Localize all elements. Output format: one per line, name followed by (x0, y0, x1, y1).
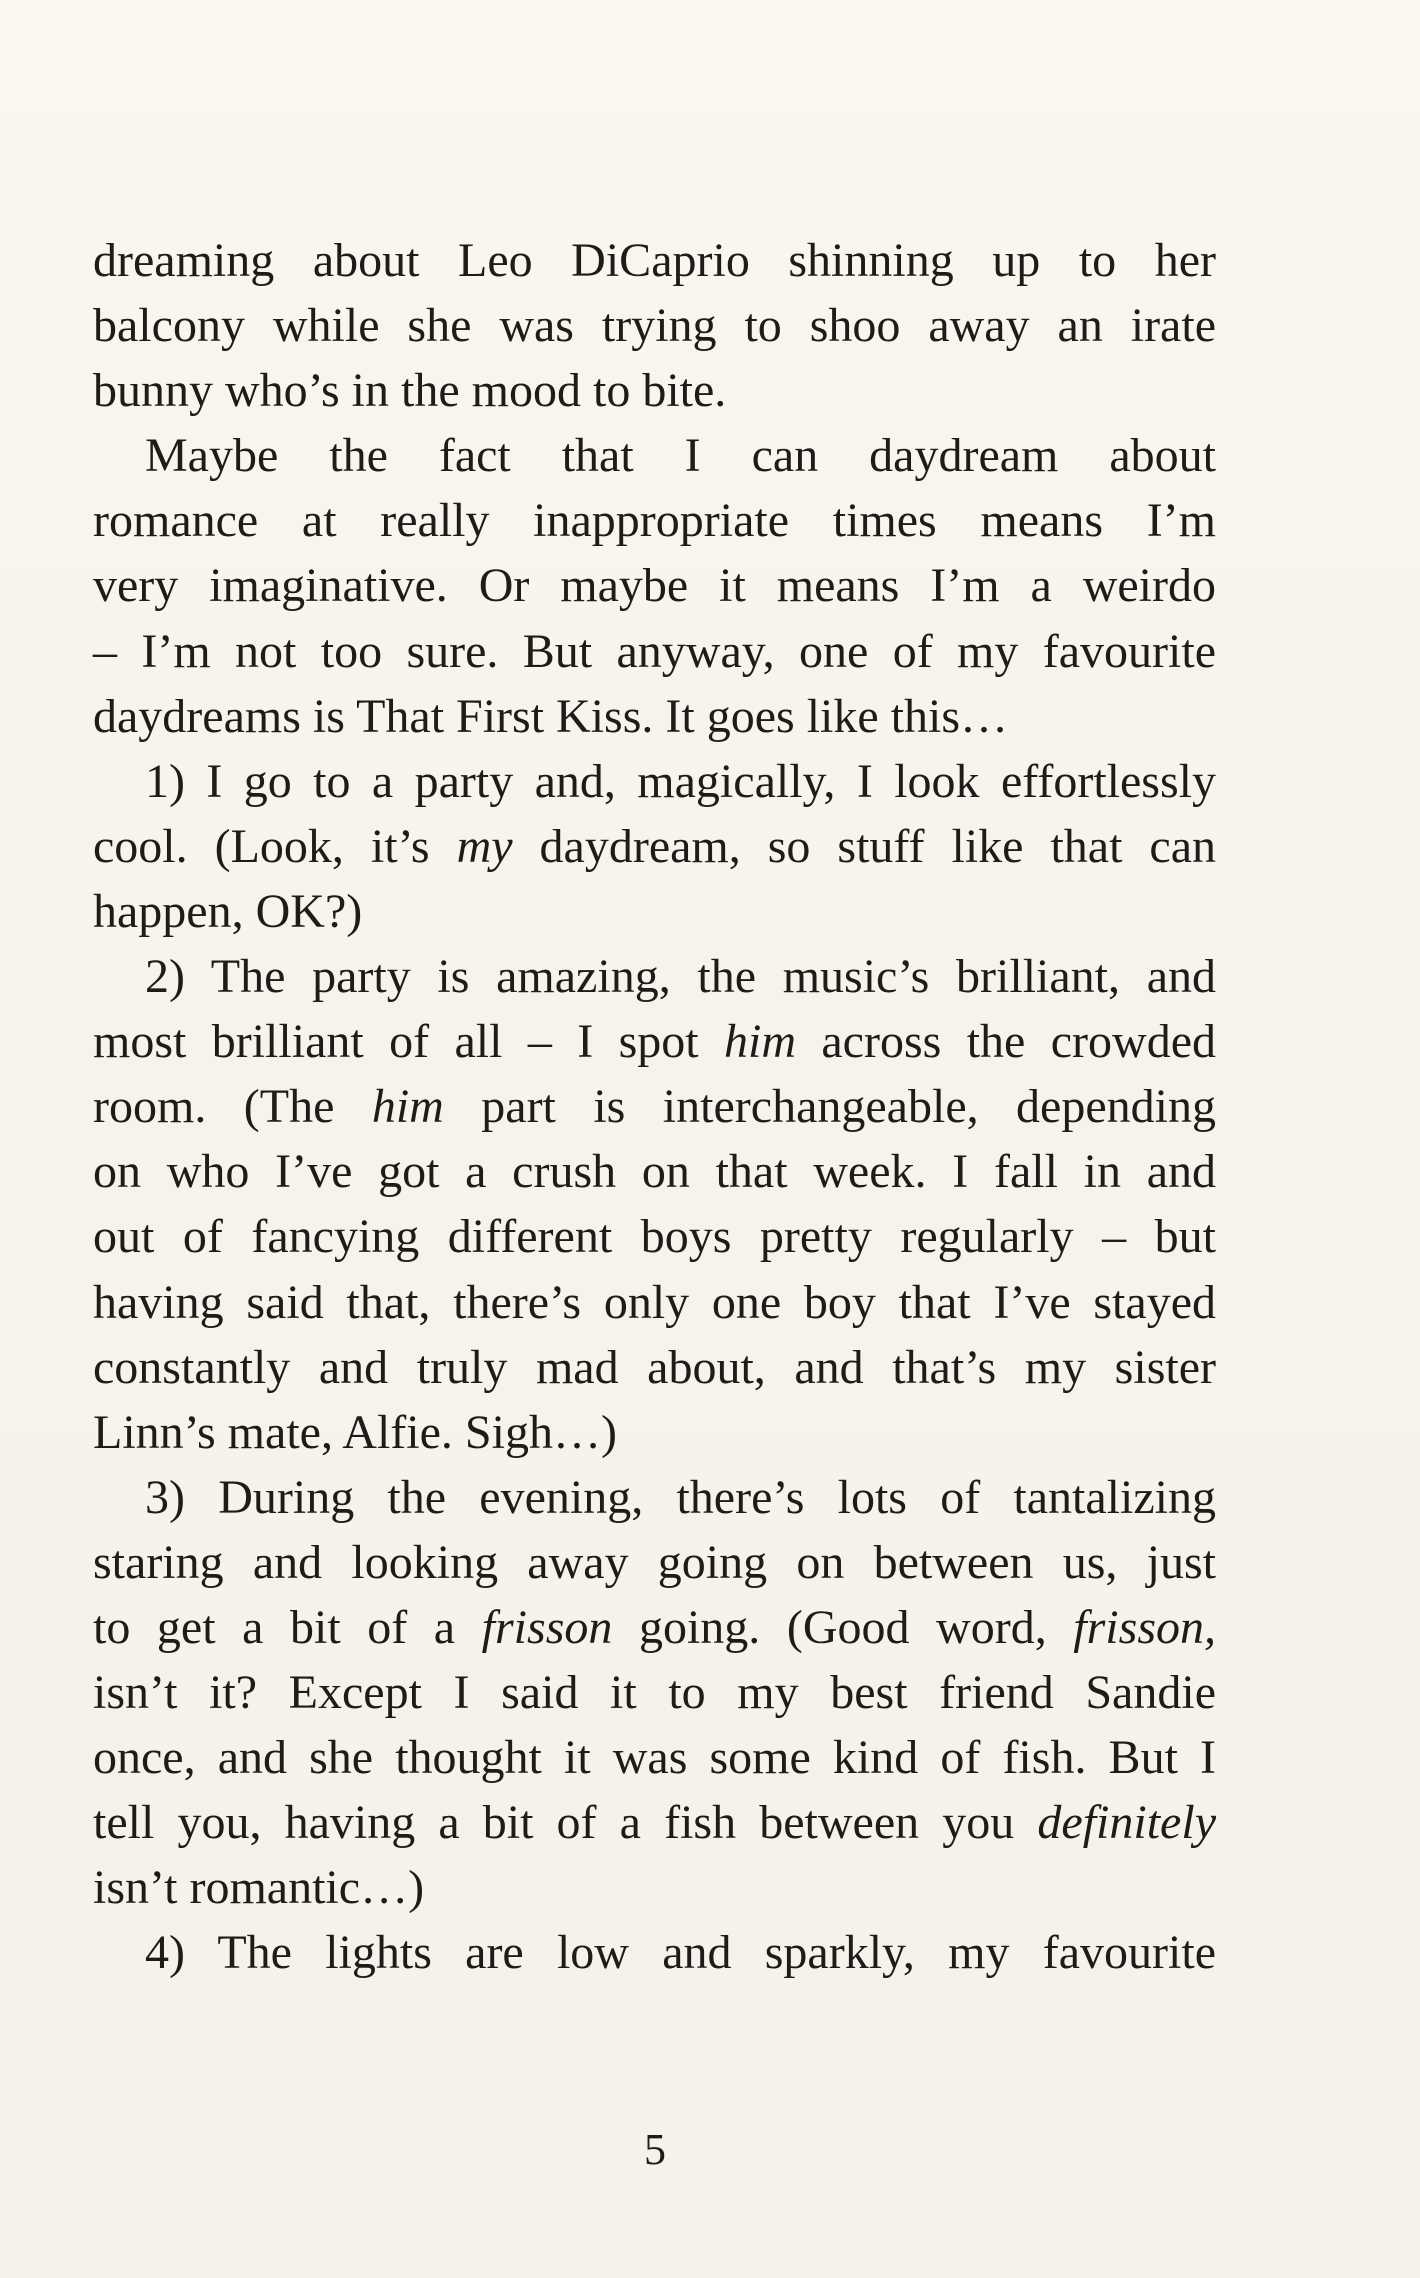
text-line (93, 423, 1216, 488)
text-line (93, 1270, 1216, 1335)
text-segment: happen, OK?) (93, 884, 363, 938)
text-segment: across the crowded (795, 1015, 1216, 1069)
text-segment: bunny who’s in the mood to bite. (93, 364, 727, 418)
italic-text: my (456, 819, 513, 873)
text-segment: daydreams is That First Kiss. It goes like this… (93, 689, 1009, 743)
text-segment: once, and she thought it was some kind of fish. But I (93, 1731, 1216, 1785)
text-segment: out of fancying different boys pretty regularly – but (93, 1210, 1216, 1264)
text-line (93, 684, 1216, 749)
text-line (93, 358, 1216, 423)
text-segment: balcony while she was trying to shoo away an irate (93, 299, 1216, 353)
text-line (93, 1660, 1216, 1725)
text-line (93, 228, 1216, 293)
text-line (93, 1920, 1216, 1985)
text-segment: to get a bit of a (93, 1600, 482, 1654)
italic-text: frisson (481, 1600, 613, 1654)
text-segment: – I’m not too sure. But anyway, one of my favourite (93, 624, 1216, 678)
text-line (93, 944, 1216, 1009)
text-line (93, 879, 1216, 944)
italic-text: definitely (1037, 1796, 1216, 1850)
page-number: 5 (644, 2125, 666, 2174)
text-segment: on who I’ve got a crush on that week. I fall in and (93, 1145, 1216, 1199)
text-segment: going. (Good word, (612, 1600, 1074, 1654)
text-segment: isn’t it? Except I said it to my best friend Sandie (93, 1666, 1216, 1720)
text-line (93, 1009, 1216, 1074)
text-segment: Maybe the fact that I can daydream about (145, 429, 1216, 483)
text-line (93, 1335, 1216, 1400)
text-segment: room. (The (93, 1080, 372, 1134)
text-line (93, 553, 1216, 618)
text-line (93, 488, 1216, 553)
text-segment: staring and looking away going on between us, just (93, 1535, 1216, 1589)
text-segment: romance at really inappropriate times means I’m (93, 494, 1216, 548)
text-segment: daydream, so stuff like that can (512, 819, 1217, 873)
text-segment: cool. (Look, it’s (93, 819, 457, 873)
text-segment: having said that, there’s only one boy that I’ve stayed (93, 1275, 1216, 1329)
text-segment: dreaming about Leo DiCaprio shinning up to her (93, 234, 1216, 287)
italic-text: him (723, 1015, 796, 1069)
text-line (93, 1595, 1216, 1660)
text-segment: 4) The lights are low and sparkly, my favourite (145, 1926, 1216, 1980)
text-segment: part is interchangeable, depending (443, 1080, 1217, 1134)
text-segment: most brilliant of all – I spot (93, 1015, 724, 1069)
text-line (93, 1074, 1216, 1139)
text-segment: 1) I go to a party and, magically, I look effortlessly (145, 754, 1216, 808)
italic-text: him (371, 1080, 444, 1134)
text-segment: Linn’s mate, Alfie. Sigh…) (93, 1405, 617, 1459)
text-line (93, 814, 1216, 879)
text-segment: isn’t romantic…) (93, 1861, 425, 1915)
text-segment: tell you, having a bit of a fish between you (93, 1796, 1038, 1850)
text-segment: 2) The party is amazing, the music’s brilliant, and (145, 950, 1216, 1004)
text-line (93, 1790, 1216, 1855)
text-line (93, 1465, 1216, 1530)
text-segment: constantly and truly mad about, and that’s my sister (93, 1340, 1216, 1394)
text-line (93, 1855, 1216, 1920)
text-segment: very imaginative. Or maybe it means I’m a weirdo (93, 559, 1216, 613)
text-line (93, 1204, 1216, 1269)
text-line (93, 749, 1216, 814)
italic-text: frisson, (1073, 1600, 1216, 1654)
text-line (93, 1139, 1216, 1204)
text-segment: 3) During the evening, there’s lots of tantalizing (145, 1470, 1216, 1524)
text-line (93, 1400, 1216, 1465)
body-text (93, 228, 1216, 1986)
text-line (93, 293, 1216, 358)
text-line (93, 1725, 1216, 1790)
text-line (93, 619, 1216, 684)
text-line (93, 1530, 1216, 1595)
